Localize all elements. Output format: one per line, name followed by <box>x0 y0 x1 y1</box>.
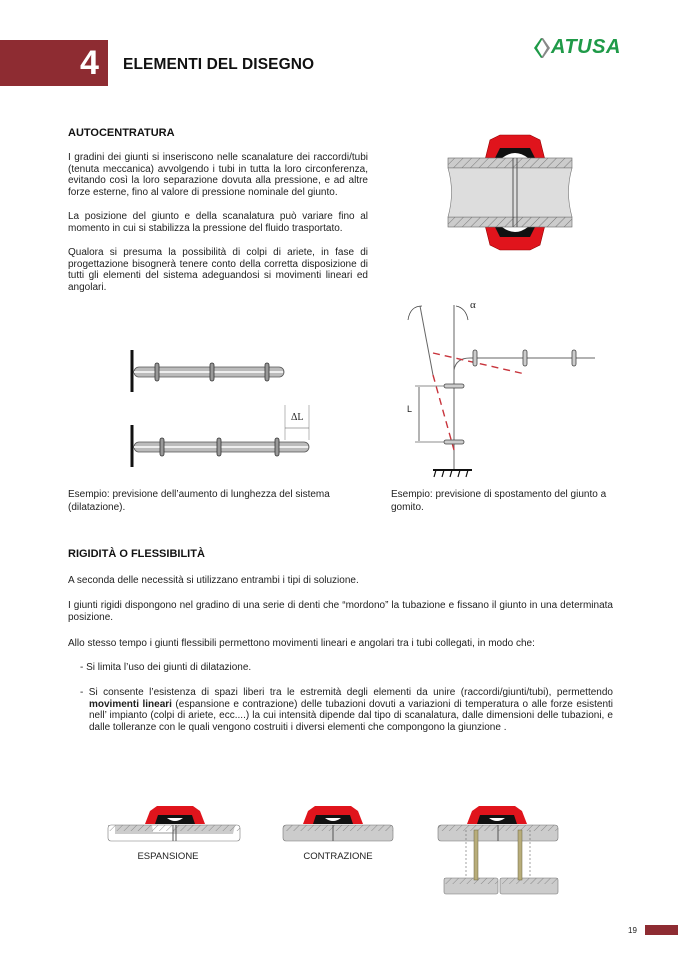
label-espansione: ESPANSIONE <box>137 851 199 862</box>
paragraph: I giunti rigidi dispongono nel gradino di una serie di denti che “mordono” la tubazione e fissano il giunto in una determinata posizione. <box>68 600 613 623</box>
expansion-joint-figure <box>108 806 240 841</box>
joint-cross-section-diagram <box>440 130 580 255</box>
elbow-displacement-diagram <box>400 300 600 480</box>
delta-l-label: ΔL <box>291 412 304 423</box>
section-heading-rigidita: RIGIDITÀ O FLESSIBILITÀ <box>68 548 205 560</box>
list-item: - Si limita l’uso dei giunti di dilatazione. <box>80 662 252 673</box>
section-heading-autocentratura: AUTOCENTRATURA <box>68 127 175 139</box>
angular-joint-figure <box>438 806 558 894</box>
chapter-number: 4 <box>80 44 99 82</box>
label-contrazione: CONTRAZIONE <box>303 851 373 862</box>
logo-chevron-icon <box>532 36 552 60</box>
list-item-text: - Si consente l’esistenza di spazi liberi tra le estremità degli elementi da unire (raccordi/giunti/tubi), permettendo <box>80 686 613 698</box>
alpha-label: α <box>470 299 476 311</box>
bold-term: movimenti lineari <box>89 698 172 710</box>
list-item <box>80 687 613 734</box>
caption-gomito: Esempio: previsione di spostamento del giunto a gomito. <box>391 489 607 513</box>
paragraph: A seconda delle necessità si utilizzano entrambi i tipi di soluzione. <box>68 575 359 586</box>
paragraph: Qualora si presuma la possibilità di colpi di ariete, in fase di progettazione bisognerà tenere conto della corretta disposizione di tutti gli elementi del sistema adeguandosi si movimenti lineari ed angolari. <box>68 247 368 293</box>
joint-movement-diagrams <box>105 800 635 900</box>
atusa-logo <box>532 36 647 60</box>
paragraph: Allo stesso tempo i giunti flessibili permettono movimenti lineari e angolari tra i tubi collegati, in modo che: <box>68 638 535 649</box>
page-number-bar <box>645 925 678 935</box>
contraction-joint-figure <box>283 806 393 841</box>
list-item-text: (espansione e contrazione) delle tubazioni dovuti a variazioni di temperatura o alle forze esistenti nell’ impianto (colpi di ariete, ecc....) la cui intensità dipende dal tipo di scanalatura, dalle dimensioni delle tubazioni, e dalle tolleranze con le quali vengono costruiti i diversi elementi che compongono la giunzione . <box>89 698 614 734</box>
paragraph: La posizione del giunto e della scanalatura può variare fino al momento in cui si stabilizza la pressione del fluido trasportato. <box>68 211 368 234</box>
page-number: 19 <box>628 926 637 935</box>
pipe-expansion-diagram <box>125 345 325 470</box>
caption-dilatazione: Esempio: previsione dell’aumento di lunghezza del sistema (dilatazione). <box>68 489 330 513</box>
logo-text: ATUSA <box>551 36 621 58</box>
paragraph: I gradini dei giunti si inseriscono nelle scanalature dei raccordi/tubi (tenuta meccanica) avvolgendo i tubi in tutta la loro circonferenza, evitando così la loro separazione dovuta alla pressione, e ad altre forze esterne, fino al valore di pressione nominale del giunto. <box>68 152 368 198</box>
page-title: ELEMENTI DEL DISEGNO <box>123 56 315 73</box>
length-label: L <box>407 404 413 414</box>
bullet-list <box>80 662 613 734</box>
